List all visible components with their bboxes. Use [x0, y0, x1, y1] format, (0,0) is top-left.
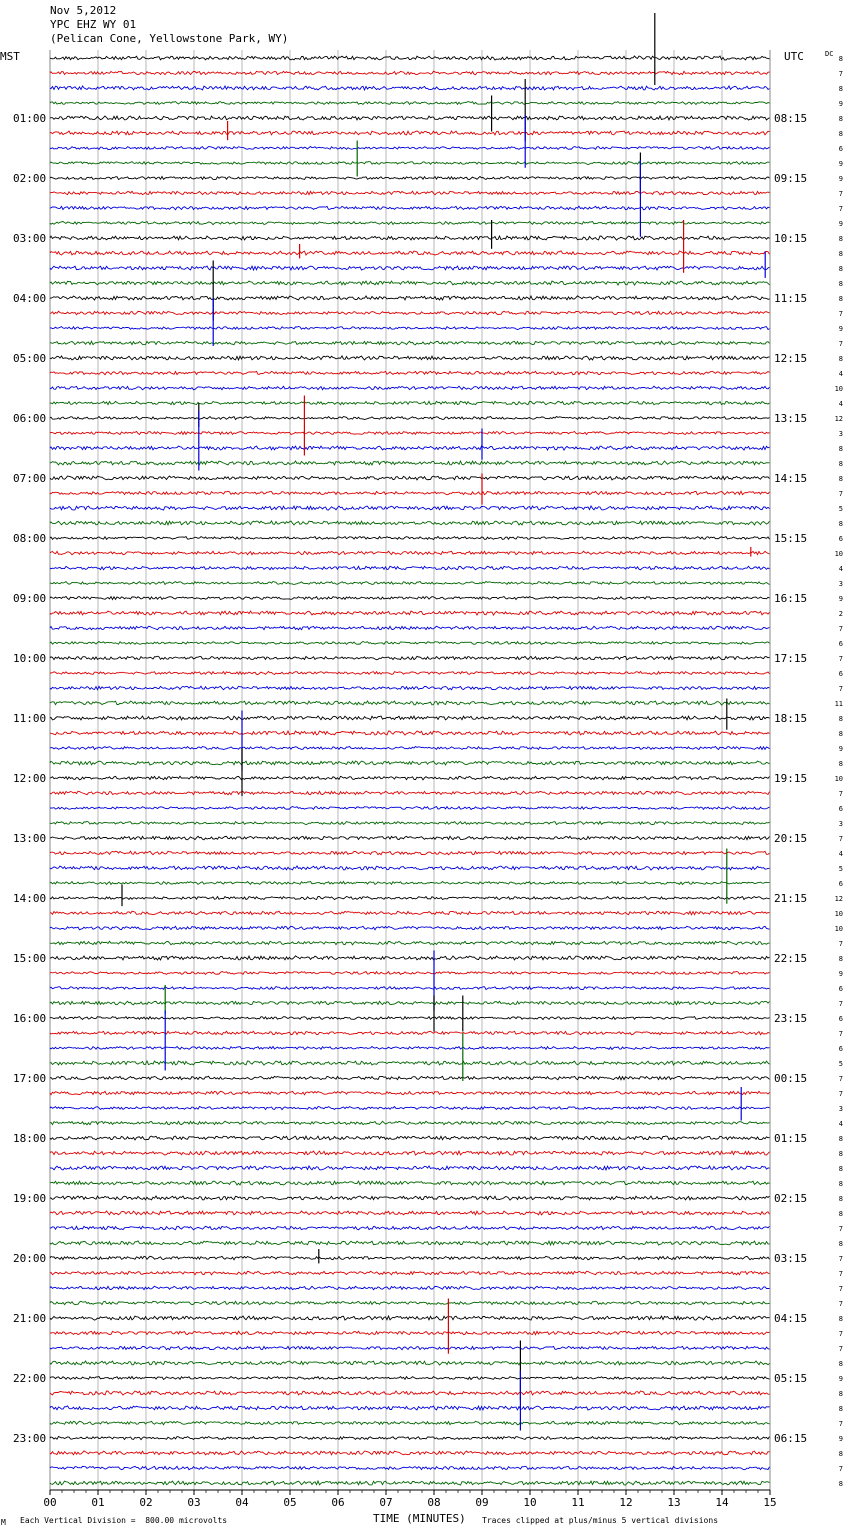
trace-85 — [50, 1331, 770, 1335]
dc-value: 8 — [838, 1135, 843, 1143]
trace-55 — [50, 882, 770, 885]
dc-value: 6 — [838, 1015, 843, 1023]
trace-87 — [50, 1361, 770, 1365]
trace-61 — [50, 972, 770, 975]
trace-17 — [50, 311, 770, 314]
dc-offset-labels — [835, 55, 843, 1488]
clip-note: Traces clipped at plus/minus 5 vertical divisions — [482, 1516, 719, 1525]
trace-29 — [50, 491, 770, 495]
dc-value: 7 — [838, 190, 843, 198]
trace-90 — [50, 1406, 770, 1410]
dc-value: 8 — [838, 475, 843, 483]
utc-label: 01:15 — [774, 1132, 808, 1145]
dc-value: 7 — [838, 340, 843, 348]
dc-value: 9 — [838, 1435, 843, 1443]
x-tick-label: 06 — [331, 1496, 345, 1509]
x-tick-label: 12 — [619, 1496, 633, 1509]
dc-value: 7 — [838, 1255, 843, 1263]
dc-value: 10 — [834, 385, 843, 393]
x-tick-label: 10 — [523, 1496, 537, 1509]
dc-value: 9 — [838, 745, 843, 753]
mst-label: 02:00 — [13, 172, 47, 185]
trace-43 — [50, 701, 770, 705]
dc-value: 8 — [838, 85, 843, 93]
dc-value: 8 — [838, 445, 843, 453]
trace-84 — [50, 1316, 770, 1320]
dc-value: 6 — [838, 1045, 843, 1053]
trace-88 — [50, 1377, 770, 1380]
left-zone-label: MST — [0, 50, 20, 63]
dc-value: 3 — [838, 430, 843, 438]
dc-value: 5 — [838, 865, 843, 873]
trace-73 — [50, 1151, 770, 1155]
trace-52 — [50, 836, 770, 840]
dc-value: 10 — [834, 550, 843, 558]
dc-value: 8 — [838, 1240, 843, 1248]
trace-3 — [50, 102, 770, 105]
trace-50 — [50, 807, 770, 810]
right-zone-label: UTC — [784, 50, 804, 63]
x-tick-label: 14 — [715, 1496, 729, 1509]
trace-16 — [50, 296, 770, 300]
mst-label: 16:00 — [13, 1012, 47, 1025]
seismic-traces — [50, 56, 770, 1485]
dc-value: 7 — [838, 1270, 843, 1278]
trace-49 — [50, 791, 770, 795]
dc-value: 9 — [838, 175, 843, 183]
dc-value: 7 — [838, 1345, 843, 1353]
trace-33 — [50, 551, 770, 555]
dc-value: 8 — [838, 235, 843, 243]
trace-44 — [50, 716, 770, 720]
dc-value: 4 — [838, 400, 843, 408]
dc-value: 8 — [838, 1390, 843, 1398]
mst-label: 07:00 — [13, 472, 47, 485]
utc-label: 09:15 — [774, 172, 808, 185]
dc-value: 6 — [838, 535, 843, 543]
dc-value: 3 — [838, 580, 843, 588]
utc-label: 20:15 — [774, 832, 808, 845]
trace-30 — [50, 506, 770, 510]
mst-label: 05:00 — [13, 352, 47, 365]
dc-value: 7 — [838, 490, 843, 498]
dc-value: 9 — [838, 1375, 843, 1383]
x-tick-label: 00 — [43, 1496, 57, 1509]
x-axis — [43, 1490, 776, 1509]
dc-value: 12 — [834, 415, 843, 423]
trace-71 — [50, 1121, 770, 1125]
trace-58 — [50, 926, 770, 930]
trace-83 — [50, 1301, 770, 1305]
utc-label: 21:15 — [774, 892, 808, 905]
trace-72 — [50, 1136, 770, 1140]
dc-value: 8 — [838, 1480, 843, 1488]
dc-value: 7 — [838, 1000, 843, 1008]
mst-label: 20:00 — [13, 1252, 47, 1265]
trace-74 — [50, 1166, 770, 1170]
mst-label: 14:00 — [13, 892, 47, 905]
dc-value: 7 — [838, 835, 843, 843]
utc-hour-labels — [774, 112, 807, 1445]
trace-47 — [50, 761, 770, 765]
dc-value: 7 — [838, 205, 843, 213]
trace-23 — [50, 401, 770, 405]
trace-54 — [50, 866, 770, 870]
utc-label: 18:15 — [774, 712, 808, 725]
trace-86 — [50, 1346, 770, 1349]
trace-41 — [50, 672, 770, 675]
trace-93 — [50, 1451, 770, 1455]
trace-8 — [50, 177, 770, 180]
mst-label: 21:00 — [13, 1312, 47, 1325]
dc-value: 7 — [838, 310, 843, 318]
x-tick-label: 07 — [379, 1496, 393, 1509]
x-tick-label: 13 — [667, 1496, 681, 1509]
utc-label: 17:15 — [774, 652, 808, 665]
trace-31 — [50, 521, 770, 525]
dc-value: 7 — [838, 1330, 843, 1338]
trace-79 — [50, 1241, 770, 1245]
trace-51 — [50, 822, 770, 825]
trace-62 — [50, 987, 770, 990]
dc-value: 3 — [838, 1105, 843, 1113]
dc-value: 8 — [838, 280, 843, 288]
dc-value: 7 — [838, 1465, 843, 1473]
trace-5 — [50, 131, 770, 135]
trace-4 — [50, 116, 770, 120]
trace-78 — [50, 1226, 770, 1230]
trace-32 — [50, 537, 770, 540]
dc-value: 7 — [838, 1225, 843, 1233]
mst-label: 12:00 — [13, 772, 47, 785]
trace-80 — [50, 1256, 770, 1260]
trace-70 — [50, 1107, 770, 1110]
x-tick-label: 03 — [187, 1496, 201, 1509]
trace-22 — [50, 386, 770, 390]
dc-value: 7 — [838, 940, 843, 948]
dc-value: 7 — [838, 1090, 843, 1098]
mst-label: 22:00 — [13, 1372, 47, 1385]
dc-value: 8 — [838, 1315, 843, 1323]
event-spikes — [122, 13, 765, 1431]
dc-value: 7 — [838, 70, 843, 78]
trace-37 — [50, 611, 770, 615]
dc-value: 7 — [838, 1075, 843, 1083]
trace-21 — [50, 371, 770, 374]
utc-label: 15:15 — [774, 532, 808, 545]
trace-7 — [50, 162, 770, 165]
dc-value: 8 — [838, 1195, 843, 1203]
trace-15 — [50, 281, 770, 285]
dc-value: 8 — [838, 1150, 843, 1158]
dc-value: 8 — [838, 355, 843, 363]
dc-value: 7 — [838, 685, 843, 693]
dc-value: 9 — [838, 595, 843, 603]
trace-53 — [50, 851, 770, 855]
utc-label: 23:15 — [774, 1012, 808, 1025]
dc-value: 9 — [838, 970, 843, 978]
utc-label: 05:15 — [774, 1372, 808, 1385]
mst-label: 18:00 — [13, 1132, 47, 1145]
dc-value: 8 — [838, 115, 843, 123]
trace-82 — [50, 1286, 770, 1290]
trace-1 — [50, 71, 770, 75]
dc-value: 5 — [838, 505, 843, 513]
trace-38 — [50, 626, 770, 630]
trace-66 — [50, 1047, 770, 1050]
dc-value: 8 — [838, 760, 843, 768]
dc-value: 4 — [838, 1120, 843, 1128]
dc-value: 6 — [838, 805, 843, 813]
trace-92 — [50, 1437, 770, 1440]
dc-value: 12 — [834, 895, 843, 903]
trace-14 — [50, 266, 770, 270]
trace-60 — [50, 956, 770, 960]
dc-value: 7 — [838, 1420, 843, 1428]
dc-value: 7 — [838, 1285, 843, 1293]
mst-label: 01:00 — [13, 112, 47, 125]
x-axis-title: TIME (MINUTES) — [373, 1512, 466, 1525]
trace-69 — [50, 1091, 770, 1095]
utc-label: 14:15 — [774, 472, 808, 485]
mst-label: 15:00 — [13, 952, 47, 965]
mst-label: 10:00 — [13, 652, 47, 665]
dc-value: 8 — [838, 955, 843, 963]
station-location: (Pelican Cone, Yellowstone Park, WY) — [50, 32, 289, 45]
trace-27 — [50, 461, 770, 465]
trace-77 — [50, 1211, 770, 1215]
dc-value: 6 — [838, 880, 843, 888]
trace-18 — [50, 327, 770, 330]
dc-value: 10 — [834, 925, 843, 933]
utc-label: 13:15 — [774, 412, 808, 425]
dc-value: 4 — [838, 850, 843, 858]
trace-67 — [50, 1061, 770, 1065]
station-code: YPC EHZ WY 01 — [50, 18, 137, 31]
trace-9 — [50, 191, 770, 195]
dc-value: 8 — [838, 130, 843, 138]
utc-label: 06:15 — [774, 1432, 808, 1445]
trace-6 — [50, 147, 770, 150]
dc-value: 8 — [838, 1210, 843, 1218]
dc-value: 11 — [834, 700, 843, 708]
dc-value: 7 — [838, 1030, 843, 1038]
utc-label: 08:15 — [774, 112, 808, 125]
trace-24 — [50, 416, 770, 419]
trace-0 — [50, 56, 770, 60]
trace-94 — [50, 1466, 770, 1470]
trace-2 — [50, 86, 770, 90]
dc-value: 6 — [838, 670, 843, 678]
trace-34 — [50, 566, 770, 570]
trace-48 — [50, 776, 770, 780]
dc-value: 8 — [838, 295, 843, 303]
mst-hour-labels — [13, 112, 46, 1445]
mst-label: 17:00 — [13, 1072, 47, 1085]
dc-value: 3 — [838, 820, 843, 828]
dc-value: 9 — [838, 160, 843, 168]
x-tick-label: 04 — [235, 1496, 249, 1509]
mst-label: 09:00 — [13, 592, 47, 605]
trace-10 — [50, 206, 770, 209]
trace-36 — [50, 597, 770, 600]
dc-value: 4 — [838, 565, 843, 573]
dc-value: 5 — [838, 1060, 843, 1068]
trace-76 — [50, 1196, 770, 1200]
trace-75 — [50, 1181, 770, 1185]
dc-value: 8 — [838, 250, 843, 258]
mst-label: 06:00 — [13, 412, 47, 425]
utc-label: 02:15 — [774, 1192, 808, 1205]
mst-label: 03:00 — [13, 232, 47, 245]
dc-value: 8 — [838, 55, 843, 63]
mst-label: 08:00 — [13, 532, 47, 545]
dc-value: 8 — [838, 460, 843, 468]
trace-91 — [50, 1421, 770, 1425]
dc-value: 8 — [838, 715, 843, 723]
dc-value: 10 — [834, 910, 843, 918]
utc-label: 22:15 — [774, 952, 808, 965]
plot-date: Nov 5,2012 — [50, 4, 117, 17]
corner-mark: M — [1, 1518, 6, 1527]
trace-19 — [50, 341, 770, 345]
dc-value: 7 — [838, 1300, 843, 1308]
dc-value: 8 — [838, 1405, 843, 1413]
dc-value: 2 — [838, 610, 843, 618]
trace-25 — [50, 432, 770, 435]
utc-label: 16:15 — [774, 592, 808, 605]
dc-value: 9 — [838, 220, 843, 228]
trace-89 — [50, 1391, 770, 1395]
trace-26 — [50, 446, 770, 450]
dc-value: 4 — [838, 370, 843, 378]
dc-value: 8 — [838, 1360, 843, 1368]
mst-label: 19:00 — [13, 1192, 47, 1205]
trace-64 — [50, 1016, 770, 1019]
trace-65 — [50, 1031, 770, 1035]
trace-63 — [50, 1001, 770, 1005]
trace-35 — [50, 581, 770, 584]
utc-label: 00:15 — [774, 1072, 808, 1085]
trace-59 — [50, 941, 770, 945]
trace-12 — [50, 236, 770, 240]
trace-45 — [50, 731, 770, 735]
dc-value: 7 — [838, 625, 843, 633]
utc-label: 12:15 — [774, 352, 808, 365]
dc-value: 8 — [838, 1450, 843, 1458]
trace-13 — [50, 251, 770, 255]
x-tick-label: 01 — [91, 1496, 105, 1509]
x-tick-label: 02 — [139, 1496, 153, 1509]
x-tick-label: 09 — [475, 1496, 489, 1509]
dc-value: 8 — [838, 265, 843, 273]
mst-label: 23:00 — [13, 1432, 47, 1445]
dc-value: 8 — [838, 520, 843, 528]
x-tick-label: 05 — [283, 1496, 297, 1509]
utc-label: 10:15 — [774, 232, 808, 245]
dc-value: 9 — [838, 100, 843, 108]
utc-label: 11:15 — [774, 292, 808, 305]
mst-label: 04:00 — [13, 292, 47, 305]
utc-label: 04:15 — [774, 1312, 808, 1325]
utc-label: 03:15 — [774, 1252, 808, 1265]
dc-value: 8 — [838, 730, 843, 738]
trace-81 — [50, 1271, 770, 1275]
dc-value: 8 — [838, 1180, 843, 1188]
trace-20 — [50, 356, 770, 360]
trace-42 — [50, 686, 770, 690]
dc-value: 10 — [834, 775, 843, 783]
x-tick-label: 15 — [763, 1496, 777, 1509]
dc-value: 9 — [838, 325, 843, 333]
mst-label: 13:00 — [13, 832, 47, 845]
trace-11 — [50, 222, 770, 225]
trace-46 — [50, 746, 770, 749]
trace-28 — [50, 476, 770, 480]
scale-note: Each Vertical Division = 800.00 microvolts — [20, 1516, 228, 1525]
trace-95 — [50, 1481, 770, 1485]
dc-value: 7 — [838, 655, 843, 663]
x-tick-label: 08 — [427, 1496, 441, 1509]
dc-value: 8 — [838, 1165, 843, 1173]
dc-value: 6 — [838, 640, 843, 648]
trace-57 — [50, 911, 770, 915]
x-tick-label: 11 — [571, 1496, 585, 1509]
trace-56 — [50, 897, 770, 900]
trace-40 — [50, 656, 770, 660]
trace-39 — [50, 642, 770, 645]
utc-label: 19:15 — [774, 772, 808, 785]
dc-value: 6 — [838, 985, 843, 993]
trace-68 — [50, 1076, 770, 1080]
dc-header: DC — [825, 50, 834, 58]
mst-label: 11:00 — [13, 712, 47, 725]
dc-value: 7 — [838, 790, 843, 798]
dc-value: 6 — [838, 145, 843, 153]
